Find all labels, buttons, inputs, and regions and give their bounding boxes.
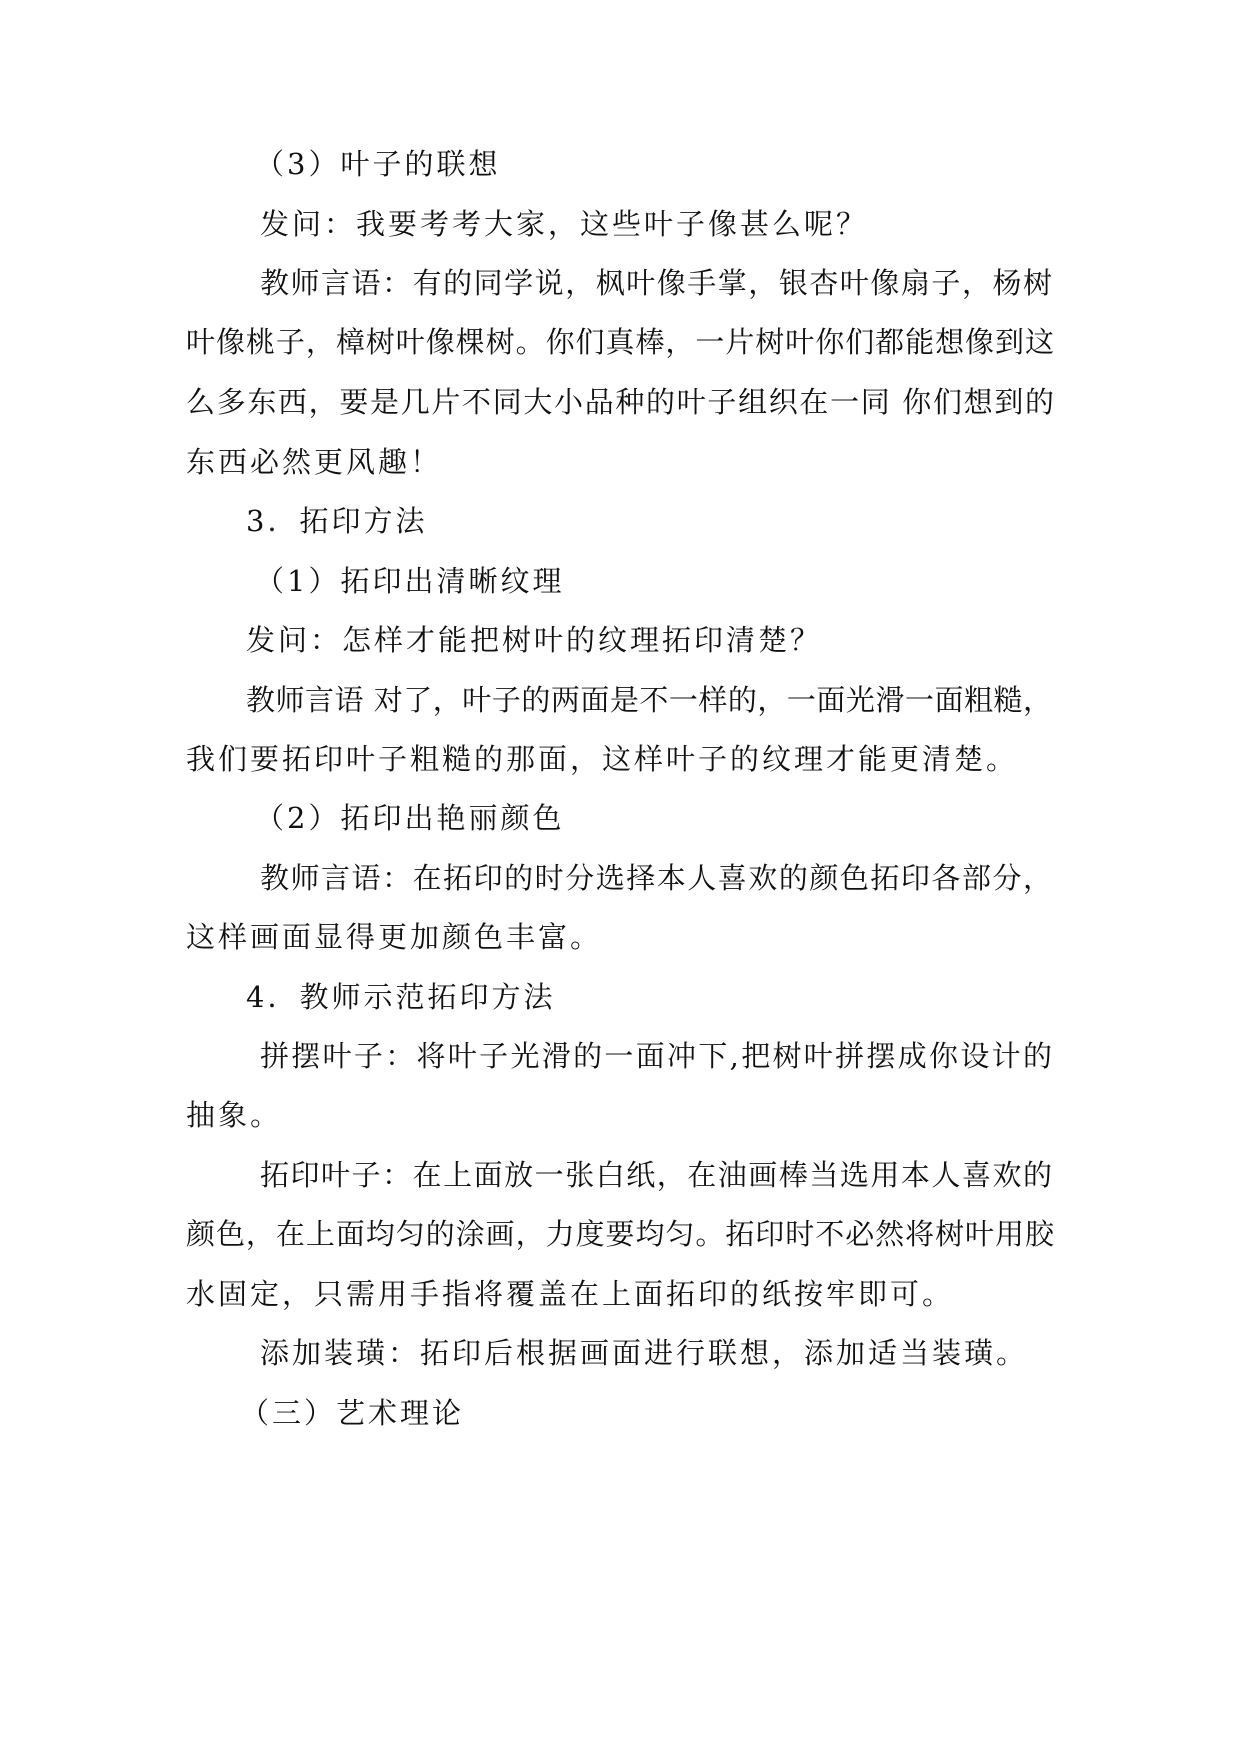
paragraph-line: 么多东西，要是几片不同大小品种的叶子组织在一同 你们想到的 [186, 385, 1054, 419]
paragraph-line: 颜色，在上面均匀的涂画，力度要均匀。拓印时不必然将树叶用胶 [186, 1217, 1054, 1251]
paragraph-line: 发问：我要考考大家，这些叶子像甚么呢？ [260, 207, 869, 241]
paragraph-line: 发问：怎样才能把树叶的纹理拓印清楚？ [246, 623, 823, 657]
paragraph-line: 添加装璜：拓印后根据画面进行联想，添加适当装璜。 [260, 1336, 1029, 1370]
subheading-leaf-association: （3）叶子的联想 [255, 147, 501, 181]
paragraph-line: 教师言语 对了，叶子的两面是不一样的，一面光滑一面粗糙， [246, 683, 1052, 717]
paragraph-line: 我们要拓印叶子粗糙的那面，这样叶子的纹理才能更清楚。 [186, 742, 1019, 776]
paragraph-line: 教师言语：在拓印的时分选择本人喜欢的颜色拓印各部分， [260, 861, 1052, 895]
subheading-bright-color: （2）拓印出艳丽颜色 [255, 801, 565, 835]
paragraph-line: 拓印叶子：在上面放一张白纸，在油画棒当选用本人喜欢的 [260, 1158, 1052, 1192]
paragraph-line: 水固定，只需用手指将覆盖在上面拓印的纸按牢即可。 [186, 1277, 955, 1311]
paragraph-line: 叶像桃子，樟树叶像棵树。你们真棒，一片树叶你们都能想像到这 [186, 325, 1054, 359]
paragraph-line: 这样画面显得更加颜色丰富。 [186, 920, 603, 954]
section-heading-art-practice: （三）艺术理论 [240, 1396, 465, 1430]
section-heading-teacher-demo: 4．教师示范拓印方法 [246, 980, 556, 1014]
paragraph-line: 拼摆叶子：将叶子光滑的一面冲下,把树叶拼摆成你设计的 [260, 1039, 1052, 1073]
subheading-clear-texture: （1）拓印出清晰纹理 [255, 564, 565, 598]
paragraph-line: 教师言语：有的同学说，枫叶像手掌，银杏叶像扇子，杨树 [260, 266, 1052, 300]
paragraph-line: 东西必然更风趣！ [186, 445, 443, 479]
paragraph-line: 抽象。 [186, 1098, 283, 1132]
section-heading-rubbing-method: 3．拓印方法 [246, 504, 428, 538]
